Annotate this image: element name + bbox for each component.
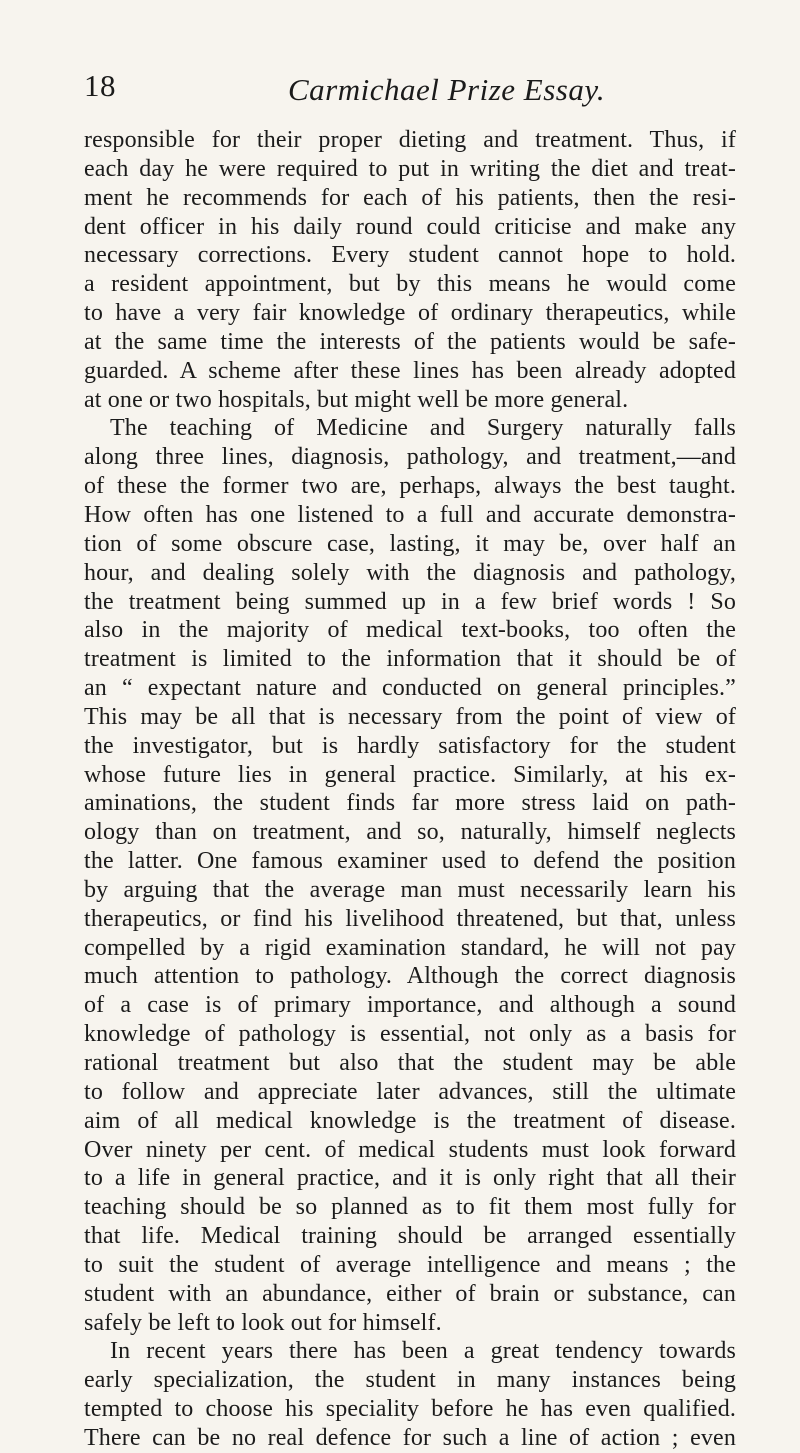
text-line: to have a very fair knowledge of ordinary therapeutics, while [84, 300, 736, 327]
text-line: necessary corrections. Every student cannot hope to hold. [84, 242, 736, 269]
running-title: Carmichael Prize Essay. [288, 72, 606, 107]
text-line: whose future lies in general practice. Similarly, at his ex- [84, 761, 736, 788]
text-line: of these the former two are, perhaps, always the best taught. [84, 473, 736, 500]
text-line: In recent years there has been a great tendency towards [110, 1338, 736, 1365]
text-line: tion of some obscure case, lasting, it may be, over half an [84, 530, 736, 557]
text-line: aim of all medical knowledge is the treatment of disease. [84, 1107, 736, 1134]
text-line: There can be no real defence for such a line of action ; even [84, 1424, 736, 1451]
text-line: the latter. One famous examiner used to defend the position [84, 848, 736, 875]
text-line: dent officer in his daily round could criticise and make any [84, 213, 736, 240]
text-line: compelled by a rigid examination standard, he will not pay [84, 934, 736, 961]
text-line: hour, and dealing solely with the diagnosis and pathology, [84, 559, 736, 586]
text-line: guarded. A scheme after these lines has been already adopted [84, 357, 736, 384]
text-line: by arguing that the average man must necessarily learn his [84, 876, 736, 903]
text-line: tempted to choose his speciality before he has even qualified. [84, 1396, 736, 1423]
text-line: at the same time the interests of the patients would be safe- [84, 328, 736, 355]
text-line: along three lines, diagnosis, pathology, and treatment,—and [84, 444, 736, 471]
text-line: rational treatment but also that the student may be able [84, 1050, 736, 1076]
text-line: to a life in general practice, and it is only right that all their [84, 1165, 736, 1192]
text-line: early specialization, the student in many instances being [84, 1367, 736, 1394]
text-line: ology than on treatment, and so, naturally, himself neglects [84, 819, 736, 846]
text-line: knowledge of pathology is essential, not only as a basis for [84, 1021, 736, 1048]
text-line: safely be left to look out for himself. [84, 1309, 442, 1336]
text-line: each day he were required to put in writing the diet and treat- [84, 155, 736, 182]
text-line: therapeutics, or find his livelihood threatened, but that, unless [84, 905, 736, 932]
text-line: ment he recommends for each of his patients, then the resi- [84, 184, 736, 211]
text-line: Over ninety per cent. of medical students must look forward [84, 1136, 736, 1163]
text-line: of a case is of primary importance, and although a sound [84, 992, 736, 1019]
text-line: to suit the student of average intelligence and means ; the [84, 1251, 736, 1278]
text-line: This may be all that is necessary from the point of view of [84, 703, 736, 730]
text-line: at one or two hospitals, but might well be more general. [84, 386, 629, 413]
body-text [84, 126, 736, 1453]
text-line: treatment is limited to the information that it should be of [84, 646, 736, 673]
text-line: an “ expectant nature and conducted on general principles.” [84, 675, 736, 702]
text-line: the investigator, but is hardly satisfactory for the student [84, 732, 736, 759]
text-line: also in the majority of medical text-books, too often the [84, 617, 736, 644]
text-line: a resident appointment, but by this means he would come [84, 271, 736, 298]
text-line: much attention to pathology. Although the correct diagnosis [84, 963, 736, 990]
text-line: responsible for their proper dieting and treatment. Thus, if [84, 127, 736, 153]
text-line: How often has one listened to a full and accurate demonstra- [84, 501, 736, 528]
text-line: The teaching of Medicine and Surgery naturally falls [110, 415, 736, 442]
text-line: student with an abundance, either of brain or substance, can [84, 1280, 736, 1307]
page-number: 18 [84, 68, 116, 103]
page-header [0, 66, 800, 116]
text-line: to follow and appreciate later advances, still the ultimate [84, 1078, 736, 1105]
text-line: aminations, the student finds far more stress laid on path- [84, 790, 736, 817]
text-line: the treatment being summed up in a few brief words ! So [84, 588, 736, 615]
text-line: teaching should be so planned as to fit them most fully for [84, 1194, 736, 1221]
text-line: that life. Medical training should be arranged essentially [84, 1223, 736, 1250]
